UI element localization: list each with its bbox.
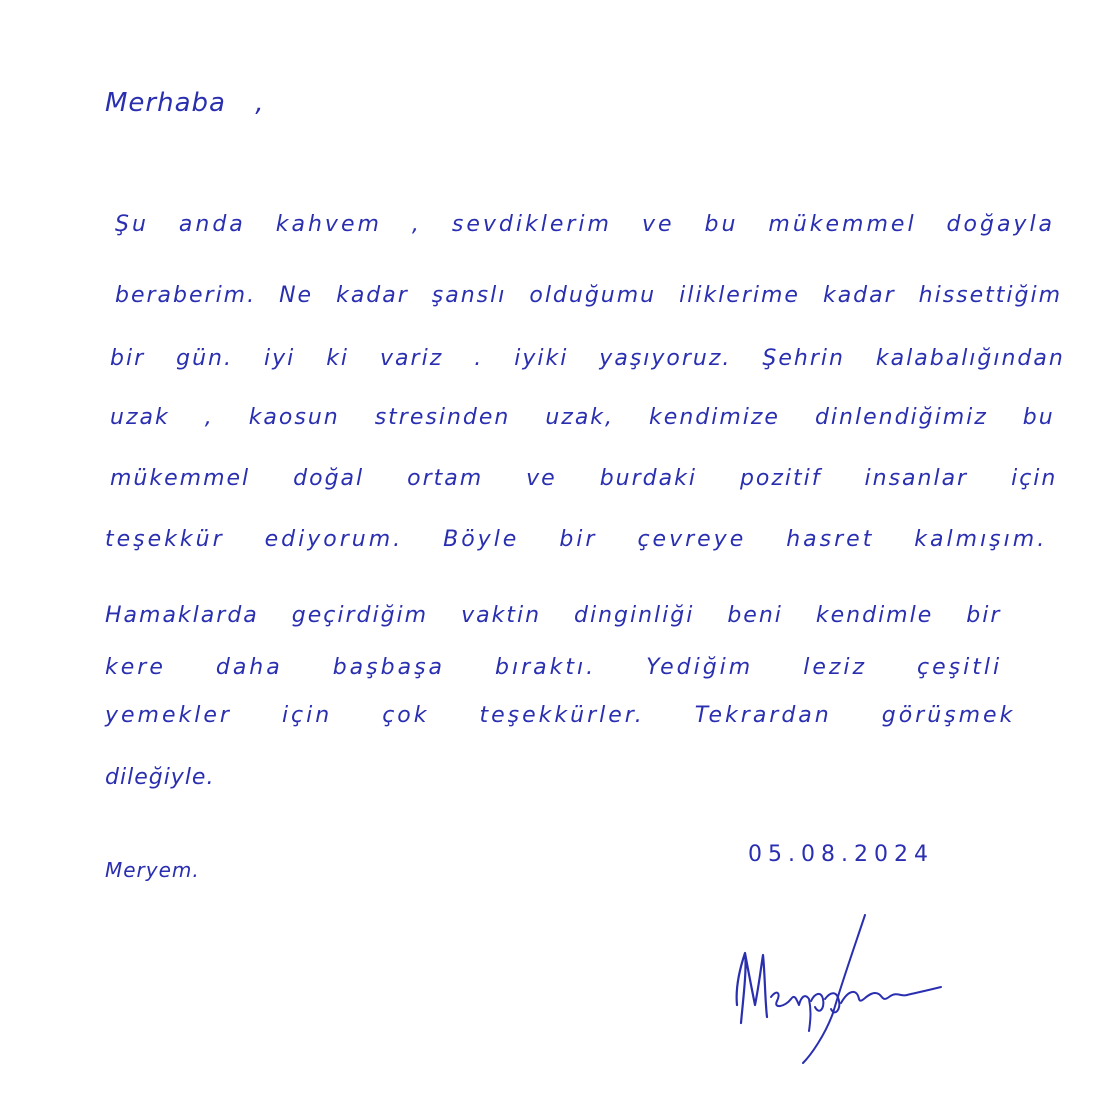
signature-icon: [715, 905, 955, 1070]
signer-name: Meryem.: [105, 858, 200, 882]
letter-date: 05.08.2024: [748, 842, 934, 867]
letter-line-10: dileğiyle.: [105, 765, 215, 790]
letter-line-3: bir gün. iyi ki variz . iyiki yaşıyoruz. Şehrin kalabalığından: [110, 346, 1065, 371]
letter-line-4: uzak , kaosun stresinden uzak, kendimize dinlendiğimiz bu: [110, 405, 1055, 430]
letter-line-5: mükemmel doğal ortam ve burdaki pozitif insanlar için: [110, 466, 1058, 491]
letter-line-8: kere daha başbaşa bıraktı. Yediğim leziz çeşitli: [105, 655, 1003, 680]
letter-line-2: beraberim. Ne kadar şanslı olduğumu iliklerime kadar hissettiğim: [115, 283, 1063, 308]
letter-line-6: teşekkür ediyorum. Böyle bir çevreye hasret kalmışım.: [105, 527, 1048, 552]
letter-line-9: yemekler için çok teşekkürler. Tekrardan görüşmek: [105, 703, 1016, 728]
letter-line-1: Şu anda kahvem , sevdiklerim ve bu mükemmel doğayla: [115, 212, 1056, 237]
letter-line-7: Hamaklarda geçirdiğim vaktin dinginliği beni kendimle bir: [105, 603, 1002, 628]
letter-greeting: Merhaba ,: [105, 88, 265, 118]
